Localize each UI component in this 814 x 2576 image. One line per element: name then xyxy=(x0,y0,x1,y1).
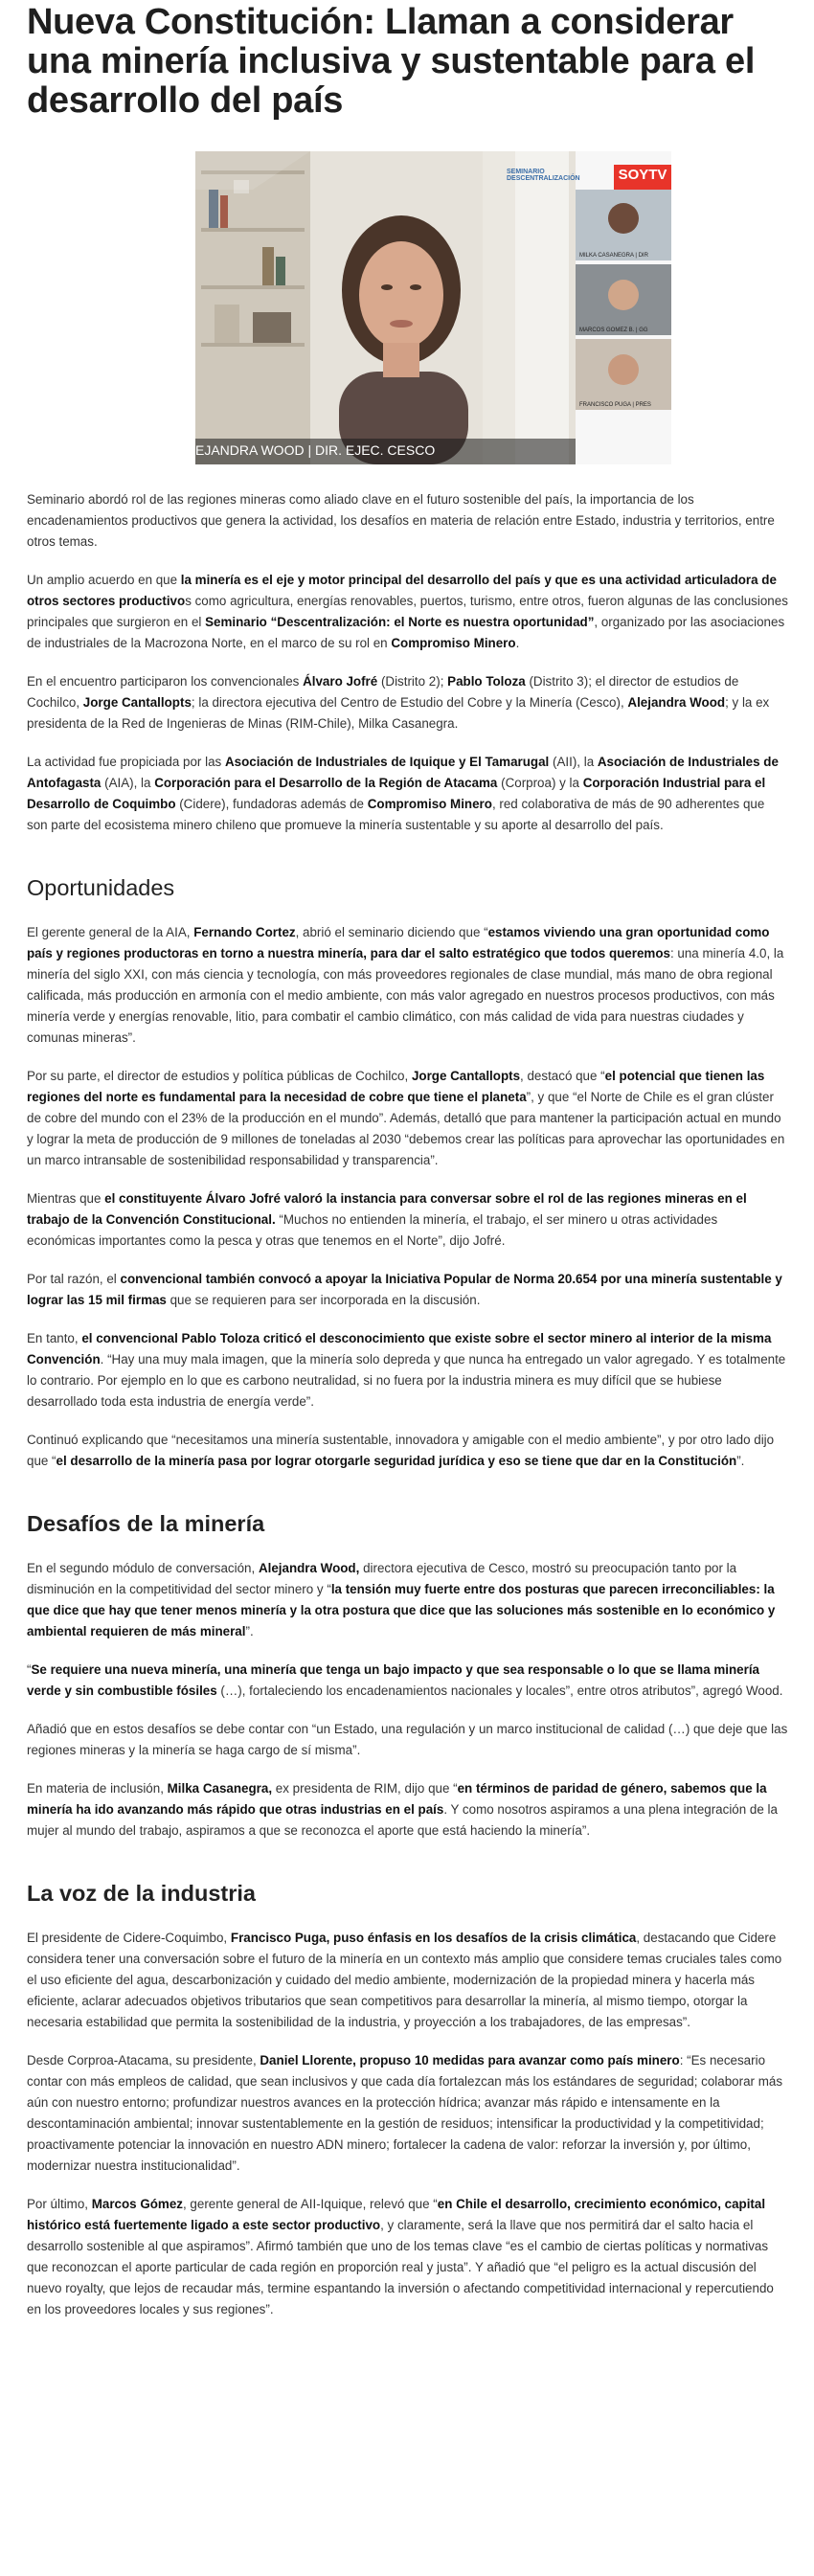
article-image[interactable] xyxy=(195,151,671,464)
seminar-logo: SEMINARIO DESCENTRALIZACIÓN xyxy=(507,169,580,182)
thumb-caption: FRANCISCO PUGA | PRES xyxy=(579,402,651,408)
section-heading-oportunidades: Oportunidades xyxy=(27,875,175,900)
article-title: Nueva Constitución: Llaman a considerar una minería inclusiva y sustentable para el desarrollo del país xyxy=(27,2,756,121)
main-caption: EJANDRA WOOD | DIR. EJEC. CESCO xyxy=(195,442,436,458)
paragraph: Por último, Marcos Gómez, gerente general de AII-Iquique, relevó que “en Chile el desarrollo, crecimiento económico, capital histórico está fuertemente ligado a este sector productivo, y claramente, será la llave que nos permitirá dar el salto hacia el desarrollo sostenible al que aspiramos”. Afirmó también que uno de los temas clave “es el cambio de ciertas políticas y normativas que reconozcan el aporte particular de cada región en proporción real y justa”. Y añadió que “el peligro es la actual discusión del nuevo royalty, que lejos de recaudar más, termine espantando la inversión o afectando competitividad internacional y repercutiendo en los proveedores locales y sus regiones”. xyxy=(27,2197,774,2316)
brand-logo: SOYTV xyxy=(618,167,667,183)
paragraph: El presidente de Cidere-Coquimbo, Francisco Puga, puso énfasis en los desafíos de la crisis climática, destacando que Cidere considera tener una conversación sobre el futuro de la minería en un contexto más amplio que considere temas cruciales tales como el uso eficiente del agua, descarbonización y cuidado del medio ambiente, modernización de la propiedad minera y hacerla más eficiente, aclarar adecuados objetivos tributarios que sean competitivos para desarrollar la minería, al mismo tiempo, otorgar la necesaria estabilidad que permita la sostenibilidad de la industria, y proyección a los trabajadores, de las empresas”. xyxy=(27,1931,782,2029)
section-heading-desafios: Desafíos de la minería xyxy=(27,1511,265,1536)
video-call-screenshot xyxy=(195,151,671,464)
thumb-caption: MARCOS GOMEZ B. | GG xyxy=(579,328,648,333)
paragraph: En el segundo módulo de conversación, Alejandra Wood, directora ejecutiva de Cesco, mostró su preocupación tanto por la disminución en la competitividad del sector minero y “la tensión muy fuerte entre dos posturas que parecen irreconciliables: la que dice que hay que tener menos minería y la otra postura que dice que las soluciones más sostenible en lo económico y ambiental requieren de más mineral”. xyxy=(27,1561,776,1638)
paragraph: Mientras que el constituyente Álvaro Jofré valoró la instancia para conversar sobre el rol de las regiones mineras en el trabajo de la Convención Constitucional. “Muchos no entienden la minería, el trabajo, el ser minero u otras actividades económicas importantes como la pesca y otras que tenemos en el Norte”, dijo Jofré. xyxy=(27,1191,747,1248)
paragraph: La actividad fue propiciada por las Asociación de Industriales de Iquique y El Tamarugal (AII), la Asociación de Industriales de Antofagasta (AIA), la Corporación para el Desarrollo de la Región de Atacama (Corproa) y la Corporación Industrial para el Desarrollo de Coquimbo (Cidere), fundadoras además de Compromiso Minero, red colaborativa de más de 90 adherentes que son parte del ecosistema minero chileno que promueve la minería sustentable y su aporte al desarrollo del país. xyxy=(27,755,779,832)
paragraph: “Se requiere una nueva minería, una minería que tenga un bajo impacto y que sea responsable o lo que se llama minería verde y sin combustible fósiles (…), fortaleciendo los encadenamientos nacionales y locales”, entre otros atributos”, agregó Wood. xyxy=(27,1662,783,1698)
paragraph: Por su parte, el director de estudios y política públicas de Cochilco, Jorge Cantallopts, destacó que “el potencial que tienen las regiones del norte es fundamental para la necesidad de cobre que tiene el planeta”, y que “el Norte de Chile es el gran clúster de cobre del mundo con el 23% de la producción en el mundo”. Además, detalló que para mantener la participación actual en mundo y lograr la meta de producción de 9 millones de toneladas al 2030 “debemos crear las políticas para aprovechar las oportunidades en un marco intransable de sostenibilidad responsabilidad y transparencia”. xyxy=(27,1069,785,1167)
paragraph: En materia de inclusión, Milka Casanegra, ex presidenta de RIM, dijo que “en términos de paridad de género, sabemos que la minería ha ido avanzando más rápido que otras industrias en el país. Y como nosotros aspiramos a una plena integración de la mujer al mundo del trabajo, aspiramos a que se reconozca el aporte que está haciendo la minería”. xyxy=(27,1781,778,1838)
paragraph: En tanto, el convencional Pablo Toloza criticó el desconocimiento que existe sobre el sector minero al interior de la misma Convención. “Hay una muy mala imagen, que la minería solo depreda y que nunca ha entregado un valor agregado. Y es totalmente lo contrario. Por ejemplo en lo que es carbono neutralidad, si no fuera por la industria minera es muy difícil que se hubiese desarrollado toda esta industria de energía verde”. xyxy=(27,1331,786,1409)
paragraph: Por tal razón, el convencional también convocó a apoyar la Iniciativa Popular de Norma 20.654 por una minería sustentable y lograr las 15 mil firmas que se requieren para ser incorporada en la discusión. xyxy=(27,1272,782,1307)
paragraph: En el encuentro participaron los convencionales Álvaro Jofré (Distrito 2); Pablo Toloza (Distrito 3); el director de estudios de Cochilco, Jorge Cantallopts; la directora ejecutiva del Centro de Estudio del Cobre y la Minería (Cesco), Alejandra Wood; y la ex presidenta de la Red de Ingenieras de Minas (RIM-Chile), Milka Casanegra. xyxy=(27,674,770,731)
paragraph: Añadió que en estos desafíos se debe contar con “un Estado, una regulación y un marco institucional de calidad (…) que deje que las regiones mineras y la minería se haga cargo de sí misma”. xyxy=(27,1722,788,1757)
paragraph: Desde Corproa-Atacama, su presidente, Daniel Llorente, propuso 10 medidas para avanzar como país minero: “Es necesario contar con más empleos de calidad, que sean inclusivos y que cada día fortalezcan más los estándares de seguridad; colaborar más aún con nuestro entorno; profundizar nuestros avances en la protección hídrica; avanzar más rápido e intensamente en la descontaminación ambiental; innovar sustentablemente en la gestión de residuos; intensificar la productividad y la competitividad; proactivamente potenciar la innovación en nuestro ADN minero; fortalecer la cadena de valor: reforzar la inversión y, por último, modernizar nuestra institucionalidad”. xyxy=(27,2053,783,2173)
section-heading-voz-industria: La voz de la industria xyxy=(27,1881,256,1906)
lead-paragraph: Seminario abordó rol de las regiones mineras como aliado clave en el futuro sostenible del país, la importancia de los encadenamientos productivos que genera la actividad, los desafíos en materia de relación entre Estado, industria y territorios, entre otros temas. xyxy=(27,492,775,549)
thumb-caption: MILKA CASANEGRA | DIR xyxy=(579,253,648,259)
paragraph: Continuó explicando que “necesitamos una minería sustentable, innovadora y amigable con el medio ambiente”, y por otro lado dijo que “el desarrollo de la minería pasa por lograr otorgarle seguridad jurídica y eso se tiene que dar en la Constitución”. xyxy=(27,1433,775,1468)
paragraph: El gerente general de la AIA, Fernando Cortez, abrió el seminario diciendo que “estamos viviendo una gran oportunidad como país y regiones productoras en torno a nuestra minería, para dar el salto estratégico que todos queremos: una minería 4.0, la minería del siglo XXI, con más ciencia y tecnología, con más proveedores regionales de clase mundial, más mano de obra regional calificada, más producción en armonía con el medio ambiente, con más valor agregado en nuestros procesos productivos, con más minería verde y energías renovable, litio, para combatir el cambio climático, con más calidad de vida para nuestras ciudades y comunas mineras”. xyxy=(27,925,784,1045)
paragraph: Un amplio acuerdo en que la minería es el eje y motor principal del desarrollo del país y que es una actividad articuladora de otros sectores productivos como agricultura, energías renovables, puertos, turismo, entre otros, fueron algunas de las conclusiones principales que surgieron en el Seminario “Descentralización: el Norte es nuestra oportunidad”, organizado por las asociaciones de industriales de la Macrozona Norte, en el marco de su rol en Compromiso Minero. xyxy=(27,573,788,650)
